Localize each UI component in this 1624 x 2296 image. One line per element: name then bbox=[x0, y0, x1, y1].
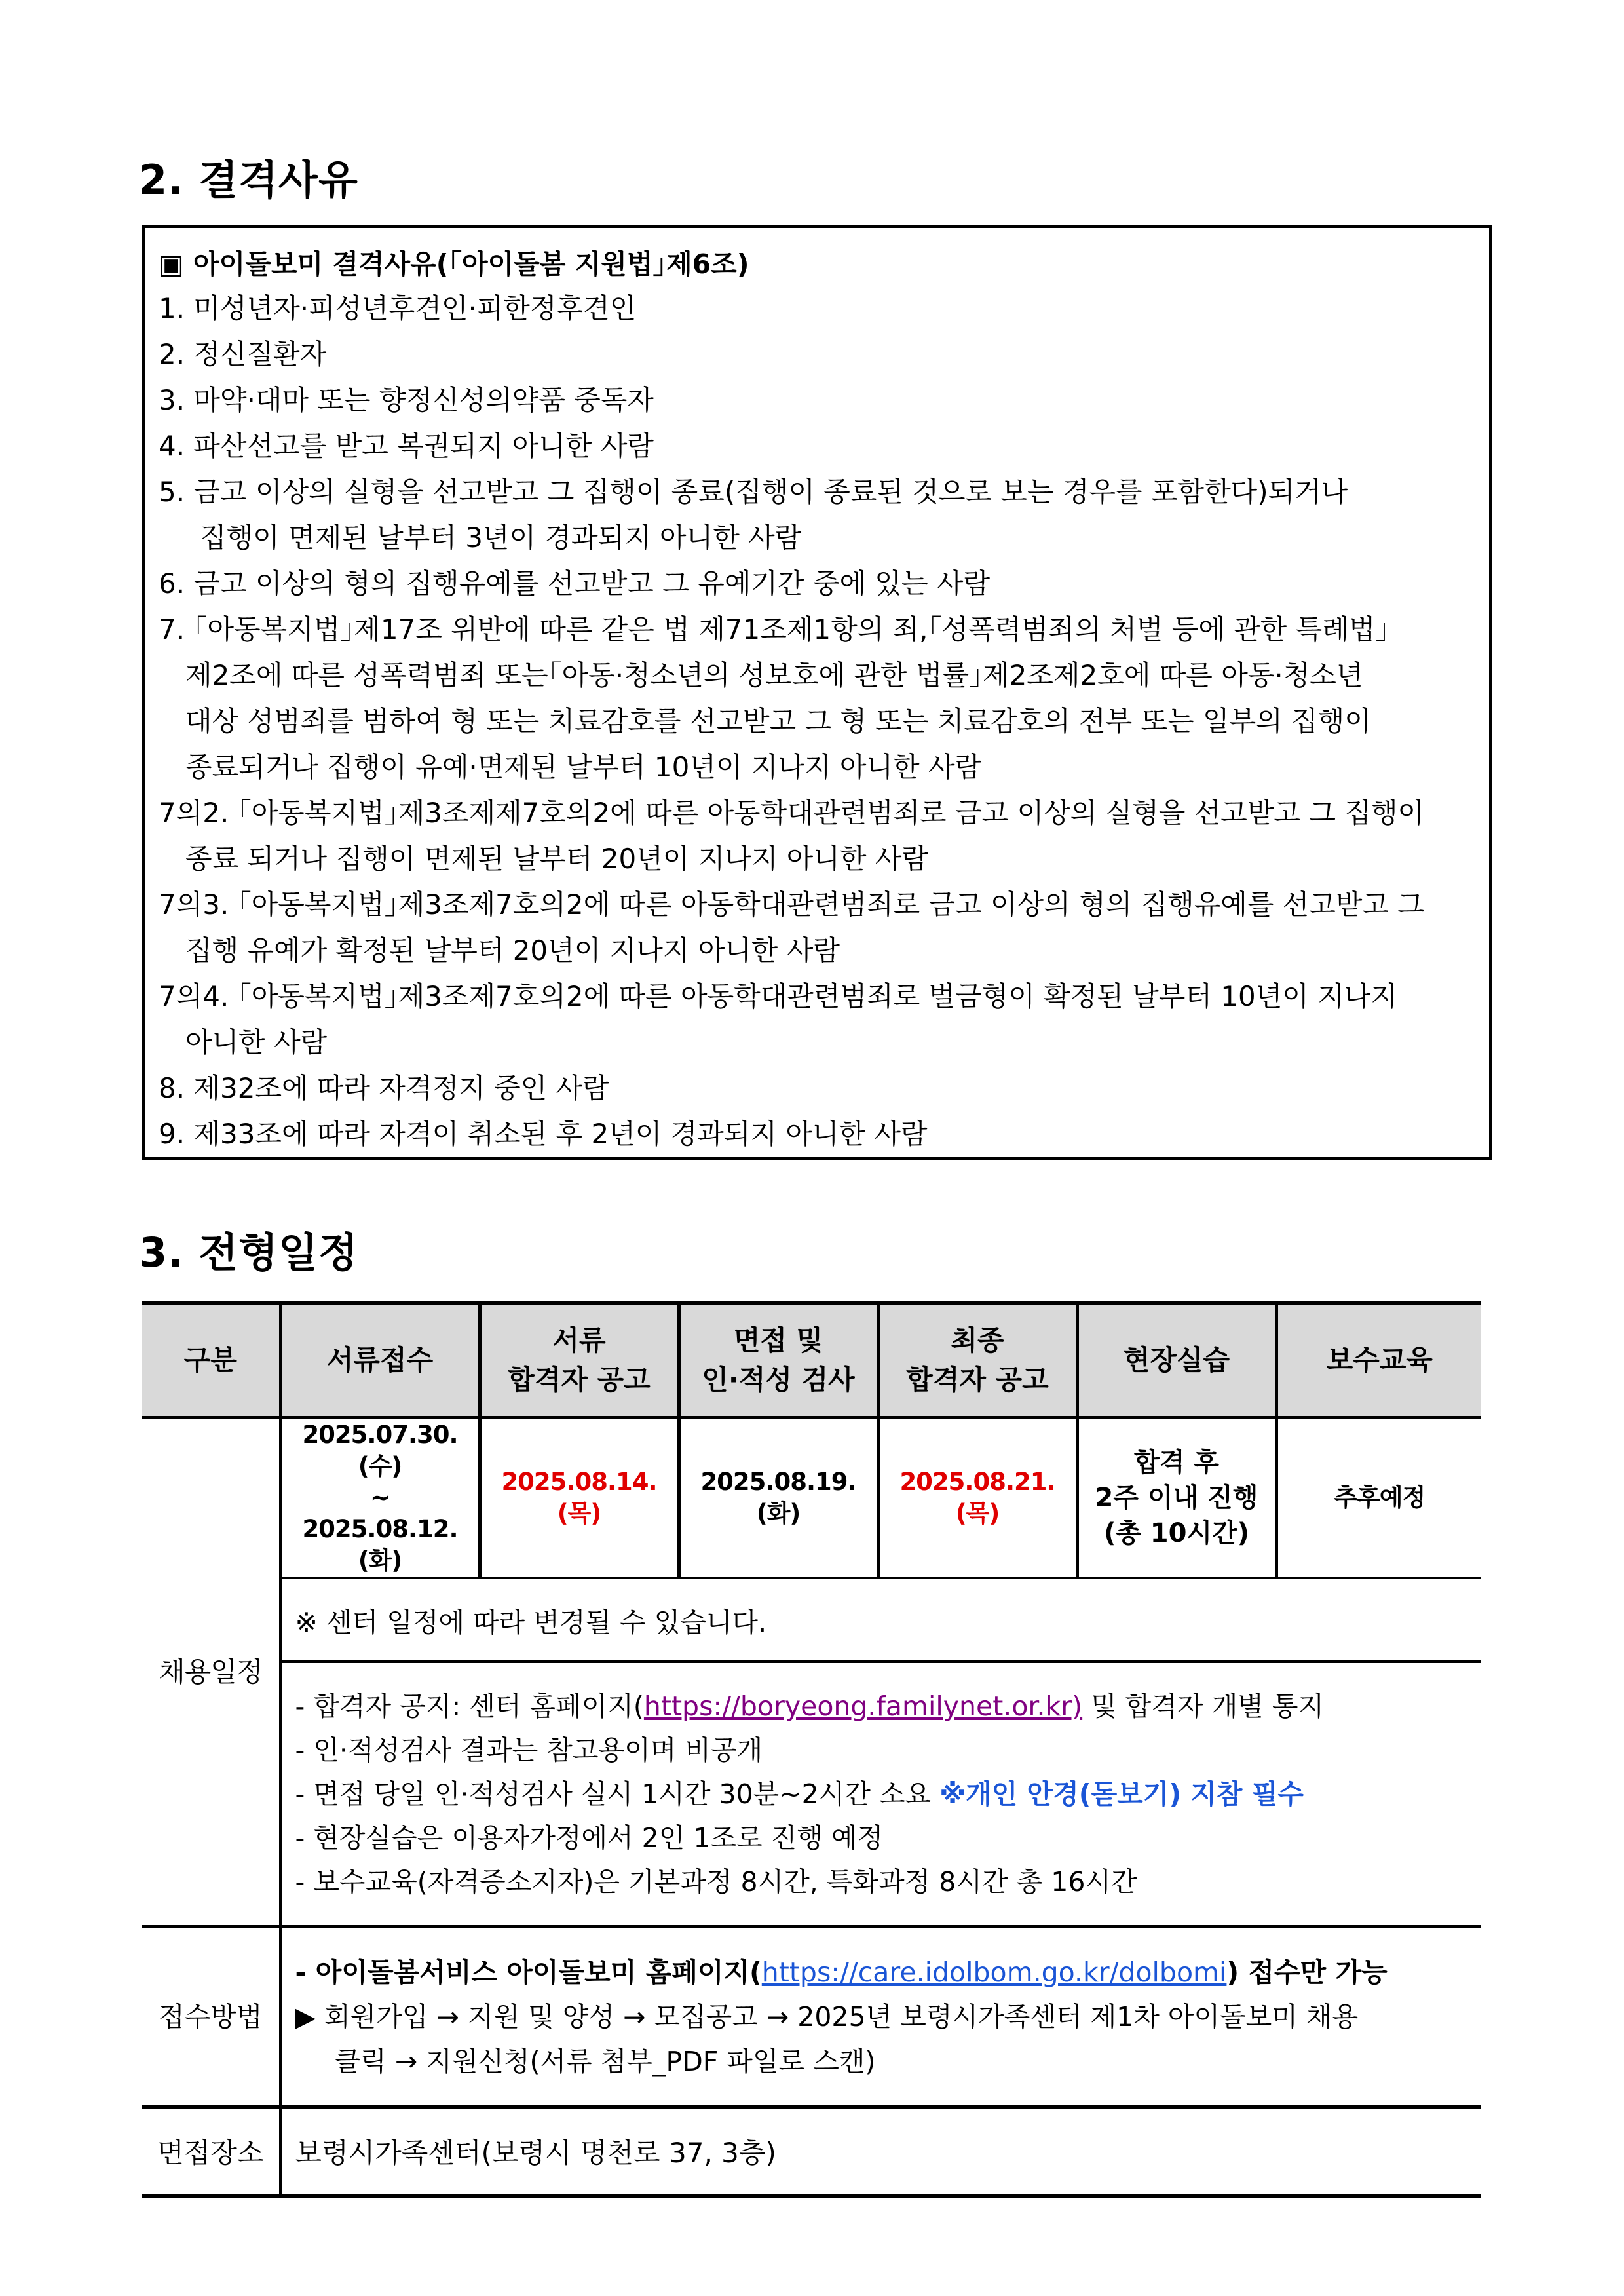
section-3-title: 3. 전형일정 bbox=[139, 1229, 358, 1276]
apply-steps-line: ▶ 회원가입 → 지원 및 양성 → 모집공고 → 2025년 보령시가족센터 제1차 아이돌보미 채용 bbox=[295, 2001, 1359, 2033]
recruit-schedule-label: 채용일정 bbox=[142, 1418, 280, 1927]
disqualification-item-cont: 대상 성범죄를 범하여 형 또는 치료감호를 선고받고 그 형 또는 치료감호의 전부 또는 일부의 집행이 bbox=[185, 705, 1371, 737]
disqualification-item-cont: 종료되거나 집행이 유예·면제된 날부터 10년이 지나지 아니한 사람 bbox=[185, 751, 982, 783]
disqualification-item-cont: 제2조에 따른 성폭력범죄 또는｢아동·청소년의 성보호에 관한 법률｣제2조제2호에 따른 아동·청소년 bbox=[185, 659, 1363, 691]
field-practice-info: 합격 후 2주 이내 진행 (총 10시간) bbox=[1077, 1418, 1276, 1578]
idolbom-homepage-link[interactable]: https://care.idolbom.go.kr/dolbomi bbox=[761, 1957, 1227, 1988]
disqualification-box bbox=[142, 225, 1492, 1160]
disqualification-item: 5. 금고 이상의 실형을 선고받고 그 집행이 종료(집행이 종료된 것으로 보는 경우를 포함한다)되거나 bbox=[159, 476, 1348, 508]
interview-venue-label: 면접장소 bbox=[142, 2107, 280, 2196]
doc-pass-date: 2025.08.14.(목) bbox=[480, 1418, 679, 1578]
section-2-title: 2. 결격사유 bbox=[139, 156, 358, 204]
header-training: 보수교육 bbox=[1276, 1303, 1481, 1418]
disqualification-item: 1. 미성년자·피성년후견인·피한정후견인 bbox=[159, 292, 637, 324]
note-interview-duration: - 면접 당일 인·적성검사 실시 1시간 30분~2시간 소요 ※개인 안경(돋보기) 지참 필수 bbox=[295, 1778, 1304, 1810]
apply-steps-line-cont: 클릭 → 지원신청(서류 첨부_PDF 파일로 스캔) bbox=[334, 2046, 876, 2077]
header-final-pass: 최종 합격자 공고 bbox=[878, 1303, 1077, 1418]
note-training: - 보수교육(자격증소지자)은 기본과정 8시간, 특화과정 8시간 총 16시간 bbox=[295, 1866, 1137, 1898]
note-aptitude-result: - 인·적성검사 결과는 참고용이며 비공개 bbox=[295, 1734, 763, 1766]
final-pass-date: 2025.08.21.(목) bbox=[878, 1418, 1077, 1578]
interview-date: 2025.08.19.(화) bbox=[679, 1418, 878, 1578]
header-category: 구분 bbox=[142, 1303, 280, 1418]
apply-method-label: 접수방법 bbox=[142, 1927, 280, 2107]
disqualification-item: 7. ｢아동복지법｣제17조 위반에 따른 같은 법 제71조제1항의 죄,｢성폭력범죄의 처벌 등에 관한 특례법｣ bbox=[159, 613, 1389, 645]
doc-receipt-date: 2025.07.30.(수) ~ 2025.08.12.(화) bbox=[280, 1418, 480, 1578]
disqualification-item: 8. 제32조에 따라 자격정지 중인 사람 bbox=[159, 1072, 609, 1104]
schedule-table bbox=[142, 1301, 1481, 2198]
training-date: 추후예정 bbox=[1276, 1418, 1481, 1578]
header-doc-receipt: 서류접수 bbox=[280, 1303, 480, 1418]
disqualification-item: 2. 정신질환자 bbox=[159, 338, 327, 370]
disqualification-item: 7의4. ｢아동복지법｣제3조제7호의2에 따른 아동학대관련범죄로 벌금형이 확정된 날부터 10년이 지나지 bbox=[159, 980, 1397, 1012]
disqualification-item: 7의3. ｢아동복지법｣제3조제7호의2에 따른 아동학대관련범죄로 금고 이상의 형의 집행유예를 선고받고 그 bbox=[159, 889, 1424, 921]
disqualification-item: 9. 제33조에 따라 자격이 취소된 후 2년이 경과되지 아니한 사람 bbox=[159, 1118, 928, 1150]
interview-venue-address: 보령시가족센터(보령시 명천로 37, 3층) bbox=[280, 2107, 1481, 2196]
apply-method-row bbox=[142, 1927, 1481, 2107]
apply-method-content bbox=[280, 1927, 1481, 2107]
header-interview: 면접 및 인·적성 검사 bbox=[679, 1303, 878, 1418]
schedule-notes bbox=[280, 1662, 1481, 1927]
note-field-practice: - 현장실습은 이용자가정에서 2인 1조로 진행 예정 bbox=[295, 1822, 884, 1854]
apply-homepage-line: - 아이돌봄서비스 아이돌보미 홈페이지(https://care.idolbom.go.kr/dolbomi) 접수만 가능 bbox=[295, 1957, 1388, 1988]
schedule-header-row bbox=[142, 1303, 1481, 1418]
disqualification-item: 6. 금고 이상의 형의 집행유예를 선고받고 그 유예기간 중에 있는 사람 bbox=[159, 567, 991, 600]
schedule-change-notice: ※ 센터 일정에 따라 변경될 수 있습니다. bbox=[280, 1578, 1481, 1662]
notes-row bbox=[142, 1662, 1481, 1927]
disqualification-item: 3. 마약·대마 또는 향정신성의약품 중독자 bbox=[159, 384, 654, 416]
disqualification-item-cont: 아니한 사람 bbox=[185, 1026, 328, 1058]
note-announcement: - 합격자 공지: 센터 홈페이지(https://boryeong.familynet.or.kr) 및 합격자 개별 통지 bbox=[295, 1690, 1325, 1722]
header-doc-pass: 서류 합격자 공고 bbox=[480, 1303, 679, 1418]
disqualification-item: 7의2. ｢아동복지법｣제3조제제7호의2에 따른 아동학대관련범죄로 금고 이상의 실형을 선고받고 그 집행이 bbox=[159, 797, 1424, 829]
disqualification-heading: ▣ 아이돌보미 결격사유(｢아이돌봄 지원법｣제6조) bbox=[159, 248, 749, 280]
notice-row bbox=[142, 1578, 1481, 1662]
disqualification-item: 4. 파산선고를 받고 복권되지 아니한 사람 bbox=[159, 430, 654, 462]
interview-venue-row bbox=[142, 2107, 1481, 2196]
disqualification-item-cont: 집행 유예가 확정된 날부터 20년이 지나지 아니한 사람 bbox=[185, 934, 840, 966]
header-field-practice: 현장실습 bbox=[1077, 1303, 1276, 1418]
schedule-date-row bbox=[142, 1418, 1481, 1578]
disqualification-item-cont: 집행이 면제된 날부터 3년이 경과되지 아니한 사람 bbox=[200, 522, 802, 554]
disqualification-item-cont: 종료 되거나 집행이 면제된 날부터 20년이 지나지 아니한 사람 bbox=[185, 843, 928, 875]
center-homepage-link[interactable]: https://boryeong.familynet.or.kr) bbox=[643, 1690, 1083, 1722]
